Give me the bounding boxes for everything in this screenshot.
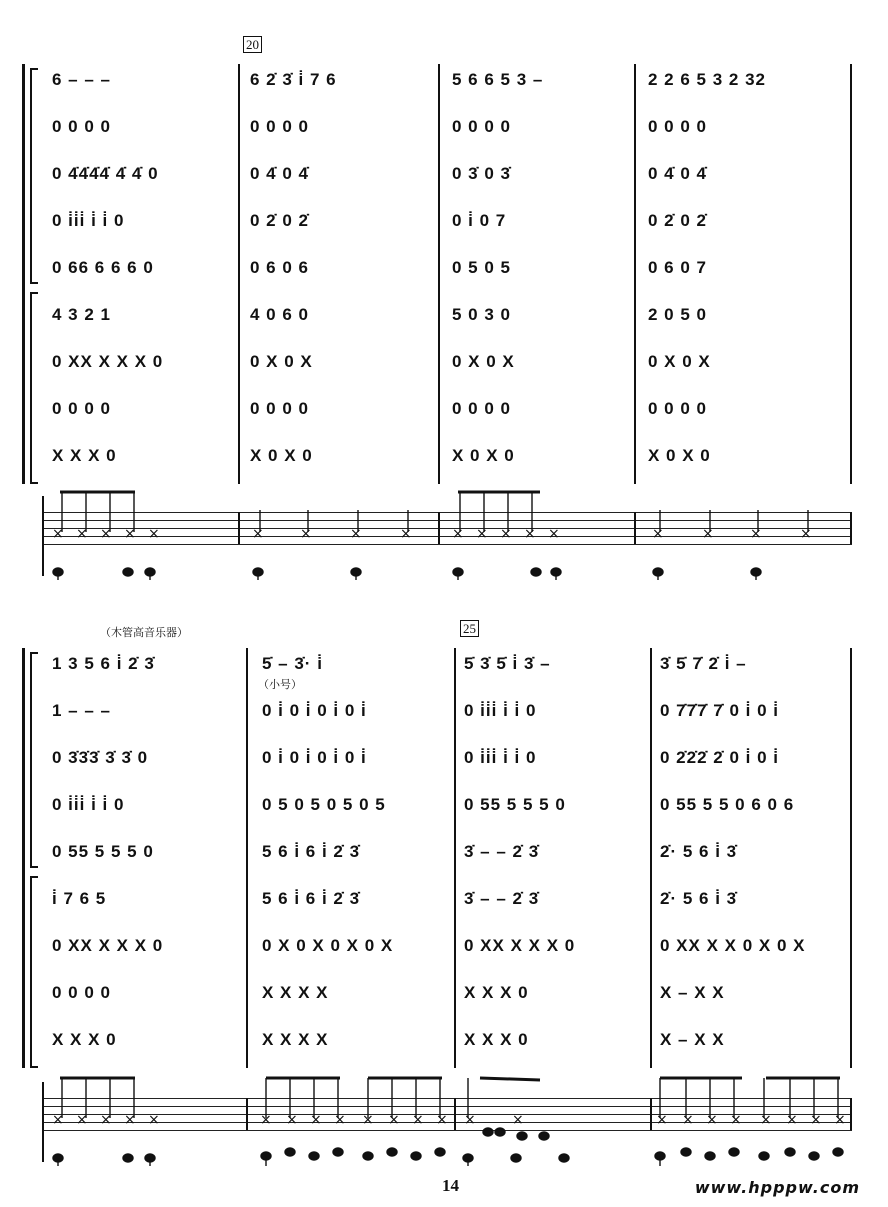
svg-text:×: ×	[706, 1112, 718, 1128]
measure-cell: 0 4̇4̇4̇4̇ 4̇ 4̇ 0	[52, 164, 159, 183]
measure-cell: X X X 0	[464, 1030, 529, 1049]
svg-text:×: ×	[100, 1112, 112, 1128]
measure-cell: 6 2̇ 3̇ i̇ 7 6	[250, 70, 337, 89]
svg-text:×: ×	[52, 1112, 64, 1128]
group-brace-lower	[30, 292, 38, 484]
measure-cell: 0 0 0 0	[648, 117, 707, 136]
svg-text:×: ×	[512, 1112, 524, 1128]
measure-cell: 3̇ – – 2̇ 3̇	[464, 842, 540, 861]
measure-cell: X 0 X 0	[250, 446, 313, 465]
svg-text:×: ×	[730, 1112, 742, 1128]
barline	[454, 648, 456, 1068]
svg-text:×: ×	[464, 1112, 476, 1128]
barline	[438, 64, 440, 484]
measure-cell: 2̇· 5 6 i̇ 3̇	[660, 842, 738, 861]
measure-cell: 2 2 6 5 3 2 32	[648, 70, 766, 89]
measure-cell: 0 5 0 5 0 5 0 5	[262, 795, 386, 814]
svg-text:×: ×	[750, 526, 762, 542]
measure-cell: X – X X	[660, 1030, 725, 1049]
svg-text:×: ×	[148, 526, 160, 542]
measure-cell: 0 6 0 6	[250, 258, 309, 277]
system-bracket	[22, 648, 25, 1068]
measure-cell: 4 3 2 1	[52, 305, 111, 324]
measure-cell: 5 6 i̇ 6 i̇ 2̇ 3̇	[262, 889, 361, 908]
svg-text:×: ×	[412, 1112, 424, 1128]
rehearsal-mark: 20	[243, 36, 262, 53]
measure-cell: 0 i̇i̇i̇ i̇ i̇ 0	[52, 795, 125, 814]
barline	[850, 64, 852, 484]
svg-text:×: ×	[500, 526, 512, 542]
svg-text:×: ×	[400, 526, 412, 542]
svg-text:×: ×	[436, 1112, 448, 1128]
svg-text:×: ×	[310, 1112, 322, 1128]
page-number: 14	[442, 1176, 459, 1195]
measure-cell: X X X X	[262, 1030, 329, 1049]
measure-cell: 0 66 6 6 6 0	[52, 258, 154, 277]
svg-text:×: ×	[124, 526, 136, 542]
svg-text:×: ×	[524, 526, 536, 542]
measure-cell: 0 XX X X X 0	[464, 936, 576, 955]
barline	[238, 64, 240, 484]
measure-cell: 0 55 5 5 5 0	[52, 842, 154, 861]
svg-text:×: ×	[388, 1112, 400, 1128]
measure-cell: 0 6 0 7	[648, 258, 707, 277]
group-brace-lower	[30, 876, 38, 1068]
measure-cell: 0 i̇i̇i̇ i̇ i̇ 0	[464, 701, 537, 720]
measure-cell: 0 X 0 X	[452, 352, 515, 371]
measure-cell: X – X X	[660, 983, 725, 1002]
svg-text:×: ×	[52, 526, 64, 542]
measure-cell: 0 0 0 0	[52, 983, 111, 1002]
measure-cell: 0 0 0 0	[52, 399, 111, 418]
svg-text:×: ×	[124, 1112, 136, 1128]
measure-cell: 0 XX X X 0 X 0 X	[660, 936, 806, 955]
measure-cell: X X X X	[262, 983, 329, 1002]
instrument-label-trumpet: （小号）	[258, 679, 302, 691]
svg-text:×: ×	[76, 1112, 88, 1128]
barline	[634, 64, 636, 484]
measure-cell: 0 5 0 5	[452, 258, 511, 277]
svg-text:×: ×	[702, 526, 714, 542]
measure-cell: 0 4̇ 0 4̇	[250, 164, 309, 183]
measure-cell: 4 0 6 0	[250, 305, 309, 324]
measure-cell: 0 55 5 5 0 6 0 6	[660, 795, 795, 814]
measure-cell: 5̇ – 3̇· i̇	[262, 654, 323, 673]
measure-cell: 0 0 0 0	[250, 117, 309, 136]
measure-cell: 0 7̇7̇7̇ 7̇ 0 i̇ 0 i̇	[660, 701, 779, 720]
measure-cell: 0 i̇ 0 i̇ 0 i̇ 0 i̇	[262, 701, 367, 720]
measure-cell: X X X 0	[464, 983, 529, 1002]
svg-text:×: ×	[362, 1112, 374, 1128]
svg-text:×: ×	[786, 1112, 798, 1128]
measure-cell: 0 0 0 0	[648, 399, 707, 418]
measure-cell: 0 55 5 5 5 0	[464, 795, 566, 814]
barline	[850, 648, 852, 1068]
svg-text:×: ×	[656, 1112, 668, 1128]
measure-cell: 0 0 0 0	[452, 399, 511, 418]
svg-text:×: ×	[810, 1112, 822, 1128]
measure-cell: 0 0 0 0	[250, 399, 309, 418]
measure-cell: 0 X 0 X	[648, 352, 711, 371]
measure-cell: 0 XX X X X 0	[52, 936, 164, 955]
drum-notes	[0, 1066, 888, 1166]
measure-cell: 5 6 i̇ 6 i̇ 2̇ 3̇	[262, 842, 361, 861]
measure-cell: 0 i̇i̇i̇ i̇ i̇ 0	[52, 211, 125, 230]
measure-cell: 5 6 6 5 3 –	[452, 70, 544, 89]
barline	[650, 648, 652, 1068]
group-brace-upper	[30, 68, 38, 284]
measure-cell: 0 i̇ 0 i̇ 0 i̇ 0 i̇	[262, 748, 367, 767]
svg-text:×: ×	[682, 1112, 694, 1128]
measure-cell: 6 – – –	[52, 70, 111, 89]
measure-cell: X X X 0	[52, 446, 117, 465]
measure-cell: 0 XX X X X 0	[52, 352, 164, 371]
svg-text:×: ×	[148, 1112, 160, 1128]
measure-cell: 0 i̇ 0 7	[452, 211, 507, 230]
measure-cell: 0 4̇ 0 4̇	[648, 164, 707, 183]
measure-cell: 0 2̇ 0 2̇	[648, 211, 707, 230]
score-system-2	[0, 620, 888, 1180]
measure-cell: 3̇ – – 2̇ 3̇	[464, 889, 540, 908]
measure-cell: X 0 X 0	[452, 446, 515, 465]
measure-cell: 2̇· 5 6 i̇ 3̇	[660, 889, 738, 908]
measure-cell: 0 0 0 0	[452, 117, 511, 136]
svg-text:×: ×	[548, 526, 560, 542]
measure-cell: 0 0 0 0	[52, 117, 111, 136]
svg-text:×: ×	[300, 526, 312, 542]
measure-cell: 3̇ 5̇ 7̇ 2̇ i̇ –	[660, 654, 747, 673]
svg-text:×: ×	[760, 1112, 772, 1128]
measure-cell: 5 0 3 0	[452, 305, 511, 324]
measure-cell: 1 – – –	[52, 701, 111, 720]
watermark: www.hpppw.com	[694, 1178, 860, 1197]
svg-text:×: ×	[286, 1112, 298, 1128]
measure-cell: 0 X 0 X 0 X 0 X	[262, 936, 394, 955]
svg-text:×: ×	[800, 526, 812, 542]
system-bracket	[22, 64, 25, 484]
measure-cell: 2 0 5 0	[648, 305, 707, 324]
svg-text:×: ×	[834, 1112, 846, 1128]
measure-cell: 0 X 0 X	[250, 352, 313, 371]
measure-cell: 0 2̇ 0 2̇	[250, 211, 309, 230]
drum-notes	[0, 480, 888, 580]
group-brace-upper	[30, 652, 38, 868]
svg-text:×: ×	[100, 526, 112, 542]
instrument-label-woodwind: （木管高音乐器）	[100, 627, 188, 639]
svg-text:×: ×	[476, 526, 488, 542]
svg-text:×: ×	[334, 1112, 346, 1128]
measure-cell: 0 2̇2̇2̇ 2̇ 0 i̇ 0 i̇	[660, 748, 779, 767]
score-system-1	[0, 30, 888, 590]
measure-cell: 0 i̇i̇i̇ i̇ i̇ 0	[464, 748, 537, 767]
measure-cell: X 0 X 0	[648, 446, 711, 465]
measure-cell: 0 3̇ 0 3̇	[452, 164, 511, 183]
svg-text:×: ×	[452, 526, 464, 542]
measure-cell: X X X 0	[52, 1030, 117, 1049]
svg-text:×: ×	[76, 526, 88, 542]
barline	[246, 648, 248, 1068]
measure-cell: 1 3 5 6 i̇ 2̇ 3̇	[52, 654, 155, 673]
measure-cell: i̇ 7 6 5	[52, 889, 107, 908]
svg-text:×: ×	[652, 526, 664, 542]
svg-text:×: ×	[252, 526, 264, 542]
svg-text:×: ×	[350, 526, 362, 542]
measure-cell: 5̇ 3̇ 5̇ i̇ 3̇ –	[464, 654, 551, 673]
svg-text:×: ×	[260, 1112, 272, 1128]
rehearsal-mark: 25	[460, 620, 479, 637]
measure-cell: 0 3̇3̇3̇ 3̇ 3̇ 0	[52, 748, 149, 767]
